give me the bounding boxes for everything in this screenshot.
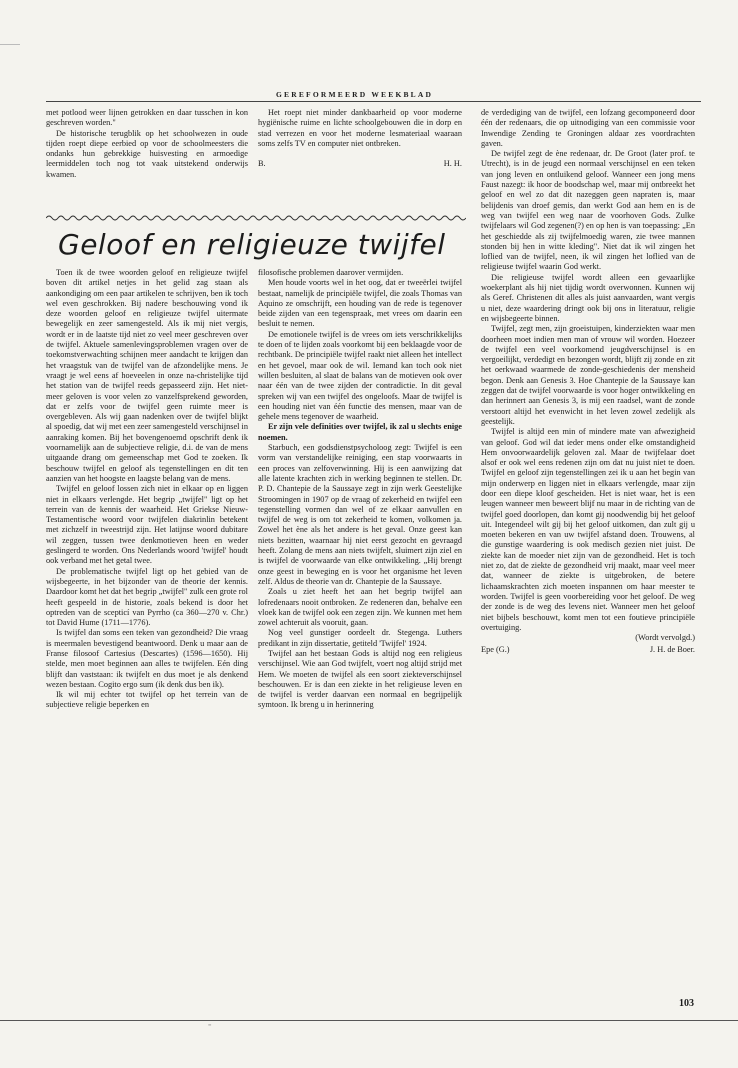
paragraph: Er zijn vele definities over twijfel, ik zal u slechts enige noemen. [258, 422, 462, 442]
paragraph: Toen ik de twee woorden geloof en religieuze twijfel boven dit artikel netjes in het gelid zag staan als aankondiging om een paar artikelen te schrijven, ben ik toch wel even geschrokken. Bij nadere beschouwing vond ik deze woorden geloof en religieuze twijfel uitermate bewegelijk en zeer samengesteld. Als ik mij niet vergis, wordt er in de laatste tijd niet zo veel meer geschreven over de twijfel. Aktuele samenlevingsproblemen vragen over de toekomstverwachting schijnen meer aandacht te krijgen dan het vraagstuk van de twijfel van de afzondelijke mens. Je vraagt je wel eens af hoeveelen in onze na-christelijke tijd het station van de twijfel reeds gepasseerd zijn. Het niet-meer geloven is voor velen zo vanzelfsprekend geworden, dat er zelfs voor de twijfel geen ruimte meer is overgebleven. Als wij gaan nadenken over de twijfel blijkt al spoedig, dat wij met een zeer samengesteld verschijnsel in aanraking komen. Bij het bovengenoemd opschrift denk ik voornamelijk aan de subjectieve religie, d.i. de van de mens uitgaande drang om gemeenschap met God te zoeken. Ik beschouw twijfel en geloof als tegenstellingen en dit ten aanzien van het hoogste en laagste belang van de mens. [46, 268, 248, 483]
paragraph: Starbuch, een godsdienstpsycholoog zegt: Twijfel is een vorm van verstandelijke reiniging, een stap voorwaarts in een proces van zelfoverwinning. Hij is een aanwijzing dat alle latente krachten zich in werking beginnen te stellen. Dr. P. D. Chantepie de la Saussaye zegt in zijn werk Geestelijke Stroomingen in 1907 op de vraag of zekerheid en twijfel een tegenstelling vormen dan wel of ze elkaar aanvullen en twijfel de weg is om tot zekerheid te komen, volkomen ja. Zowel het ène als het andere is het geval. Onze geest kan niets bezitten, waarnaar hij niet eerst gezocht en gevraagd heeft. Zolang de mens aan niets twijfelt, sluimert zijn ziel en is twijfel de voorwaarde van elke ontwikkeling. „Hij brengt onze geest in beweging en is voor het organisme het leven zelf. Aldus de theorie van dr. Chantepie de la Saussaye. [258, 443, 462, 586]
paragraph: De problematische twijfel ligt op het gebied van de wijsbegeerte, in het bijzonder van de theorie der kennis. Daardoor komt het dat het begrip „twijfel" zulk een grote rol heeft gespeeld in de historie, zoals bekend is door het optreden van de scepticí van Pyrrho (ca 360—270 v. Chr.) tot David Hume (1711—1776). [46, 566, 248, 628]
paragraph: Men houde voorts wel in het oog, dat er tweeërlei twijfel bestaat, namelijk de principiële twijfel, die zoals Thomas van Aquino ze omschrijft, een houding van de rede is tegenover beide zijden van een tegenspraak, met vrees om daarin een besluit te nemen. [258, 278, 462, 329]
paragraph: Twijfel en geloof lossen zich niet in elkaar op en liggen niet in elkaars verlengde. Het begrip „twijfel" ligt op het terrein van de kennis der waarheid. Het Griekse Nieuw-Testamentische woord voor twijfelen diakrinlin betekent met zichzelf in tweestrijd zijn. Het latijnse woord dubitare wil zeggen, tussen twee denkmotieven heen en weder geslingerd te worden. Ons Nederlands woord 'twijfel' houdt ook verband met het getal twee. [46, 484, 248, 566]
paragraph: Die religieuse twijfel wordt alleen een gevaarlijke woekerplant als hij niet tijdig wordt overwonnen. Kunnen wij als Geref. Christenen dit alles als juist aanvaarden, want vergis u niet, deze waardering dringt ook bij ons in literatuur, religie en wijsbegeerte binnen. [481, 272, 695, 323]
paragraph: Twijfel, zegt men, zijn groeistuipen, kinderziekten waar men doorheen moet indien men man of vrouw wil worden. Hoezeer de twijfel een veel voorkomend jeugdverschijnsel is en vergoeilijkt, verdedigt en bezongen wordt, blijft zij zonde en zit het oerkwaad waarmede de zonde-geschiedenis der mensheid begon. Denk aan Genesis 3. Hoe Chantepie de la Saussaye kan zeggen dat de twijfel voorwaarde is voor hoger ontwikkeling en dan herinnert aan Genesis 3, is mij een raadsel, want de zonde verstoort altijd het evenwicht in het leven zowel zedelijk als geestelijk. [481, 324, 695, 426]
article-title: Geloof en religieuze twijfel [58, 228, 446, 261]
paragraph: De emotionele twijfel is de vrees om iets verschrikkelijks te doen of te lijden zoals voorkomt bij een beklaagde voor de rechtbank. De principiële twijfel raakt niet alleen het intellect en het gevoel, maar ook de wil. Iemand kan toch ook niet willen besluiten, al slaat de balans van de motieven ook over naar één van de twee zijden der contradictie. In dit geval spreken wij van een twijfel des ongeloofs. Maar de twijfel is een houding niet van één functie des mensen, maar van de gehele mens tegenover de waarheid. [258, 329, 462, 422]
prev-column-1 [46, 108, 248, 180]
paragraph: Nog veel gunstiger oordeelt dr. Stegenga. Luthers predikant in zijn dissertatie, getiteld 'Twijfel' 1924. [258, 628, 462, 648]
article-column-2 [258, 268, 462, 711]
paragraph: De historische terugblik op het schoolwezen in oude tijden roept diepe eerbied op voor de schoolmeesters die ondanks hun gebrekkige huisvesting en armoedige leermiddelen toch nog tot vaak uitstekend onderwijs kwamen. [46, 128, 248, 179]
edge-mark [0, 44, 20, 45]
paragraph: filosofische problemen daarover vermijden. [258, 268, 404, 277]
signature-left: B. [258, 159, 266, 169]
signature-place: Epe (G.) [481, 645, 510, 655]
wavy-separator [46, 213, 466, 223]
continued-note [481, 633, 695, 643]
running-header: GEREFORMEERD WEEKBLAD [276, 90, 434, 99]
page-number: 103 [679, 998, 694, 1009]
bottom-rule [0, 1020, 738, 1021]
article-column-1 [46, 268, 248, 711]
paragraph: Zoals u ziet heeft het aan het begrip twijfel aan lofredenaars nooit ontbroken. Ze redeneren dan, behalve een vloek kan de twijfel ook een zegen zijn. We kunnen met hem zowel achteruit als vooruit, gaan. [258, 587, 462, 628]
article-column-3 [481, 108, 695, 656]
continued-text: (Wordt vervolgd.) [635, 633, 695, 643]
paragraph: de verdediging van de twijfel, een lofzang gecomponeerd door één der redenaars, die op uitnodiging van een commissie voor Inwendige Zending te Groningen aldaar zes voordrachten gaven. [481, 108, 695, 148]
paragraph: Is twijfel dan soms een teken van gezondheid? Die vraag is meermalen bevestigend beantwoord. Denk u maar aan de Franse filosoof Cartesius (Descartes) (1596—1650). Hij stelde, men moet beginnen aan alles te twijfelen. Eén ding blijft dan vaststaan: ik twijfelt en dus moet je als denkend wezen bestaan. Cogito ergo sum (ik denk dus ben ik). [46, 628, 248, 689]
paragraph: met potlood weer lijnen getrokken en daar tusschen in kon geschreven worden." [46, 108, 248, 128]
paragraph: Het roept niet minder dankbaarheid op voor moderne hygiënische ruime en lichte schoolgebouwen die in dorp en stad verrezen en voor het moderne lesmateriaal waaraan soms zelfs TV en computer niet ontbreken. [258, 108, 462, 148]
paragraph: Twijfel aan het bestaan Gods is altijd nog een religieus verschijnsel. Wie aan God twijfelt, voert nog altijd strijd met Hem. We moeten de twijfel als een soort ziekteverschijnsel beschouwen. Er is dan een ziekte in het religieuse leven en de twijfel is verder daarvan een normaal en begrijpelijk symtoon. Ik breng u in herinnering [258, 648, 462, 710]
prev-signature [258, 159, 462, 169]
footer-mark: = [208, 1023, 212, 1029]
paragraph: De twijfel zegt de ène redenaar, dr. De Groot (later prof. te Utrecht), is in de jeugd een normaal verschijnsel en een teken van jong leven en ontluikend geloof. Wanneer een jong mens Faust nazegt: ik hoor de boodschap wel, maar mij ontbreekt het geloof en wel zo dat dit nazeggen geen napraten is, maar belijdenis van droef gemis, dan werkt God aan hem en is de weg van twijfel een weg naar de voorhoven Gods. Zulke twijfelaars wil God zegenen(?) en op hen is van toepassing: „En het geschiedde als zij twijfelmoedig waren, zie twee mannen stonden bij hen in witte kleding". Niet dat ik wil zingen het loflied van de twijfel, neen, ik wil zingen het loflied van de religieuse twijfel waarin God werkt. [481, 149, 695, 272]
article-signature [481, 645, 695, 655]
paragraph: Twijfel is altijd een min of mindere mate van afwezigheid van geloof. God wil dat ieder mens onder elke omstandigheid Hem onvoorwaardelijk geloven zal. Maar de twijfelaar doet alsof er ook wel eens redenen zijn om dat nu juist niet te doen. Twijfel en geloof zijn tegenstellingen zei ik u aan het begin van mijn onderwerp en liggen niet in elkaars verlengde, maar zijn door een diepe kloof gescheiden. Het is niet waar, het is een leugen wanneer men beweert blijf nu maar in de richting van de twijfel goed doorlopen, dan komt gij noodwendig bij het geloof uit. Integendeel wilt gij bij het geloof uitkomen, dan zult gij u moeten bekeren en van uw twijfel afstand doen. Trouwens, al die gunstige waardering is ook medisch gezien niet juist. De ziekte kan de moeder niet zijn van de gezondheid. Het is toch niet zo, dat de ziekte de gezondheid vrij maakt, maar veel meer dat, wanneer de ziekte is uitgebroken, de betere lichaamskrachten zich moeten inspannen om haar meester te worden. Twijfel is geen voorbereiding voor het geloof. De weg der zonde is de weg des levens niet. Wanneer men het geloof niet bijbels beschouwt, komt men tot een foutieve principiële overtuiging. [481, 427, 695, 632]
prev-column-2 [258, 108, 462, 169]
paragraph: Ik wil mij echter tot twijfel op het terrein van de subjectieve religie beperken en [46, 690, 248, 710]
signature-author: J. H. de Boer. [649, 645, 695, 655]
header-rule [46, 101, 701, 102]
signature-right: H. H. [443, 159, 462, 169]
